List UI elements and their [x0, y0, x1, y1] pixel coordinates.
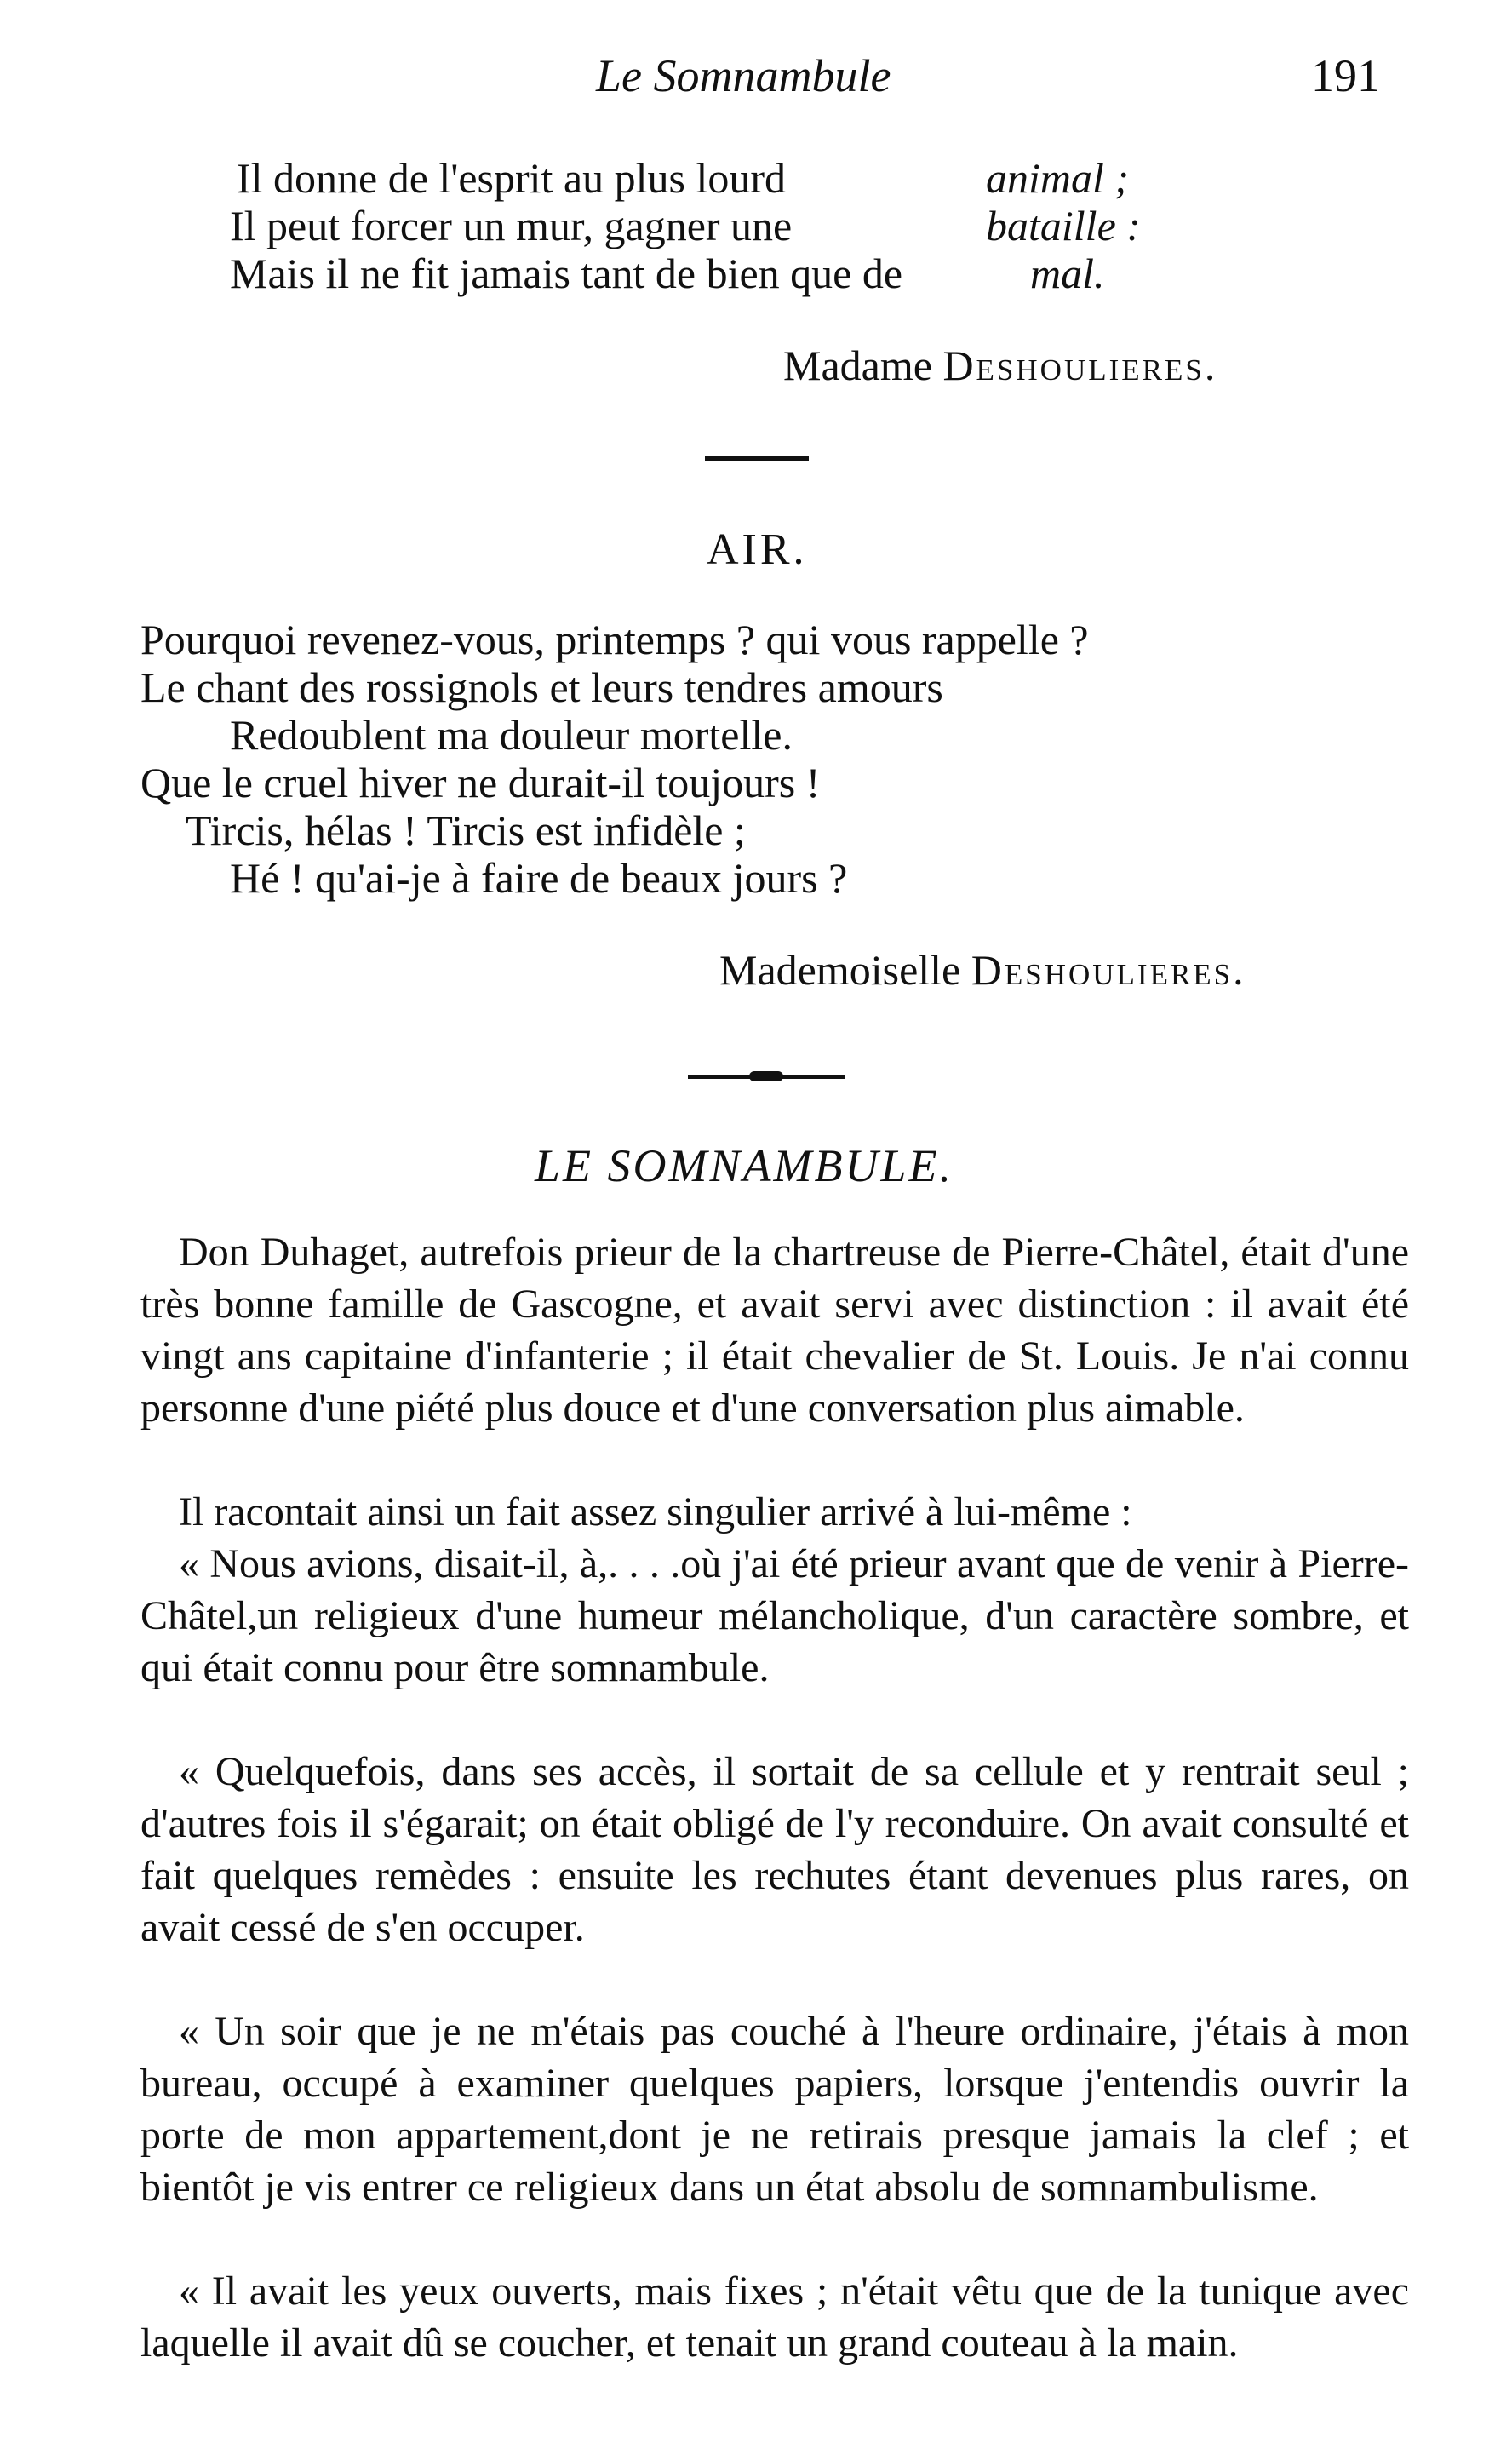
paragraph-text: Il racontait ainsi un fait assez singulier arrivé à lui-même : [179, 1489, 1132, 1534]
story-paragraph-2 [140, 1486, 1409, 1538]
paragraph-text: Don Duhaget, autrefois prieur de la chartreuse de Pierre-Châtel, était d'une très bonne famille de Gascogne, et avait servi avec distinction : il avait été vingt ans capitaine d'infanterie ; il était chevalier de St. Louis. Je n'ai connu personne d'une piété plus douce et d'une conversation plus aimable. [140, 1230, 1409, 1431]
air-attribution [719, 945, 1246, 995]
attribution-prefix: Madame [783, 341, 932, 389]
attribution-name: Deshoulieres. [971, 946, 1246, 994]
running-title: Le Somnambule [596, 50, 891, 101]
poem1-attribution [783, 341, 1217, 390]
story-paragraph-1 [140, 1226, 1409, 1434]
poem1-line-end: bataille : [986, 202, 1141, 249]
paragraph-text: « Nous avions, disait-il, à,. . . .où j'ai été prieur avant que de venir à Pierre-Châtel,un religieux d'une humeur mélancholique, d'un caractère sombre, et qui était connu pour être somnambule. [140, 1541, 1409, 1690]
attribution-name: Deshoulieres. [942, 341, 1218, 389]
story-title: LE SOMNAMBULE. [535, 1140, 954, 1191]
poem1-line-text: Mais il ne fit jamais tant de bien que de [230, 249, 903, 297]
paragraph-text: « Il avait les yeux ouverts, mais fixes ; n'était vêtu que de la tunique avec laquelle il avait dû se coucher, et tenait un grand couteau à la main. [140, 2268, 1409, 2366]
air-line-1: Pourquoi revenez-vous, printemps ? qui vous rappelle ? [140, 616, 1089, 663]
poem1-line-2 [230, 201, 1286, 250]
poem1-line-3 [230, 249, 1286, 298]
air-line-6: Hé ! qu'ai-je à faire de beaux jours ? [230, 854, 848, 902]
poem1-line-text: Il peut forcer un mur, gagner une [230, 202, 793, 249]
story-paragraph-4 [140, 1746, 1409, 1953]
poem1-line-end: animal ; [986, 154, 1130, 202]
page-number: 191 [1311, 50, 1380, 101]
air-line-5: Tircis, hélas ! Tircis est infidèle ; [186, 806, 746, 854]
attribution-prefix: Mademoiselle [719, 946, 961, 994]
poem1-line-end: mal. [1030, 249, 1105, 297]
story-paragraph-6 [140, 2265, 1409, 2369]
paragraph-text: « Quelquefois, dans ses accès, il sortait de sa cellule et y rentrait seul ; d'autres fois il s'égarait; on était obligé de l'y reconduire. On avait consulté et fait quelques remèdes : ensuite les rechutes étant devenues plus rares, on avait cessé de s'en occuper. [140, 1749, 1409, 1950]
air-line-2: Le chant des rossignols et leurs tendres amours [140, 663, 943, 711]
story-paragraph-5 [140, 2005, 1409, 2213]
paragraph-text: « Un soir que je ne m'étais pas couché à l'heure ordinaire, j'étais à mon bureau, occupé à examiner quelques papiers, lorsque j'entendis ouvrir la porte de mon appartement,dont je ne retirais presque jamais la clef ; et bientôt je vis entrer ce religieux dans un état absolu de somnambulisme. [140, 2009, 1409, 2210]
air-line-4: Que le cruel hiver ne durait-il toujours ! [140, 759, 821, 806]
section-divider [705, 456, 809, 461]
poem1-line-text: Il donne de l'esprit au plus lourd [237, 154, 786, 202]
poem1-line-1 [237, 153, 1292, 203]
air-line-3: Redoublent ma douleur mortelle. [230, 711, 793, 759]
story-paragraph-3 [140, 1538, 1409, 1694]
air-heading: AIR. [707, 525, 808, 574]
ornamental-divider-bulge [749, 1071, 783, 1081]
